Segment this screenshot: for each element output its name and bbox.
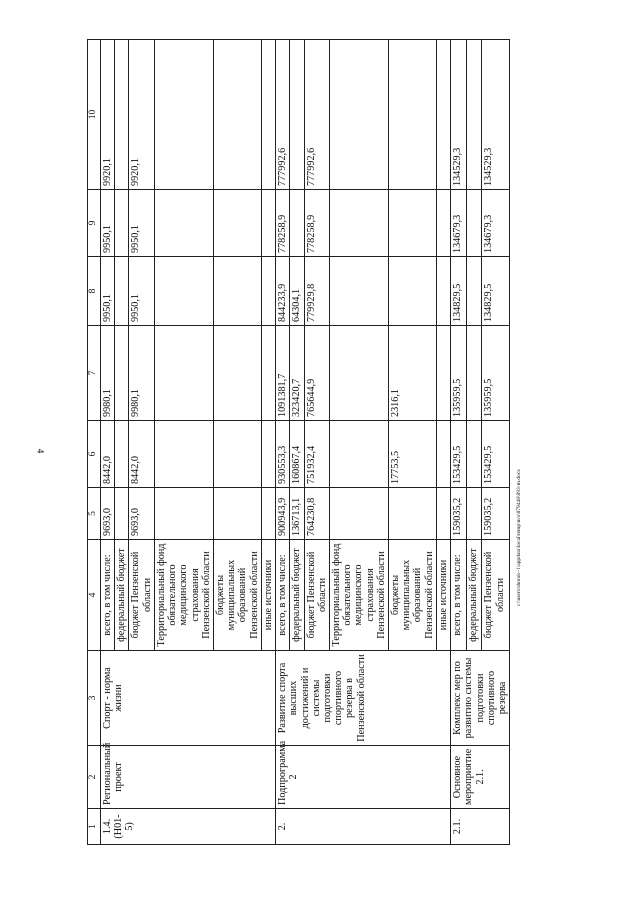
value-cell: 8442,0 <box>101 421 115 488</box>
value-cell <box>389 257 437 326</box>
value-cell <box>329 488 388 540</box>
value-cell <box>154 257 213 326</box>
value-cell <box>466 190 482 257</box>
value-cell <box>213 488 261 540</box>
value-cell: 777992,6 <box>304 40 329 190</box>
value-cell <box>261 488 275 540</box>
source-label: бюджеты муниципальных образований Пензенской области <box>213 540 261 651</box>
value-cell <box>154 190 213 257</box>
row-name: Подпрограмма 2 <box>276 746 451 809</box>
value-cell: 134829,5 <box>451 257 467 326</box>
col-header-2: 2 <box>88 746 101 809</box>
value-cell <box>261 40 275 190</box>
value-cell: 9693,0 <box>101 488 115 540</box>
value-cell <box>290 40 304 190</box>
value-cell: 844233,9 <box>276 257 290 326</box>
value-cell <box>389 488 437 540</box>
table-row <box>276 40 290 845</box>
value-cell <box>115 326 129 421</box>
row-code: 1.4. (Н01-5) <box>101 809 276 845</box>
value-cell: 1091381,7 <box>276 326 290 421</box>
source-label: всего, в том числе: <box>276 540 290 651</box>
value-cell <box>436 421 450 488</box>
value-cell <box>213 257 261 326</box>
source-label: всего, в том числе: <box>101 540 115 651</box>
row-name: Региональный проект <box>101 746 276 809</box>
value-cell <box>115 421 129 488</box>
value-cell <box>436 326 450 421</box>
col-header-6: 6 <box>88 421 101 488</box>
source-label: бюджеты муниципальных образований Пензенской области <box>389 540 437 651</box>
value-cell: 153429,5 <box>482 421 510 488</box>
value-cell <box>436 190 450 257</box>
value-cell <box>466 488 482 540</box>
value-cell <box>154 421 213 488</box>
rotated-table-wrapper <box>87 40 527 845</box>
value-cell: 900943,9 <box>276 488 290 540</box>
row-code: 2.1. <box>451 809 510 845</box>
value-cell: 765644,9 <box>304 326 329 421</box>
value-cell <box>329 190 388 257</box>
value-cell: 135959,5 <box>482 326 510 421</box>
col-header-7: 7 <box>88 326 101 421</box>
source-label: бюджет Пензенской области <box>304 540 329 651</box>
value-cell: 134529,3 <box>451 40 467 190</box>
value-cell <box>115 190 129 257</box>
value-cell <box>213 326 261 421</box>
row-target: Комплекс мер по развитию системы подготовки спортивного резерва <box>451 651 510 746</box>
col-header-1: 1 <box>88 809 101 845</box>
value-cell: 778258,9 <box>276 190 290 257</box>
value-cell <box>261 421 275 488</box>
col-header-9: 9 <box>88 190 101 257</box>
col-header-5: 5 <box>88 488 101 540</box>
value-cell <box>436 488 450 540</box>
col-header-4: 4 <box>88 540 101 651</box>
value-cell <box>466 326 482 421</box>
value-cell <box>290 190 304 257</box>
value-cell: 764230,8 <box>304 488 329 540</box>
value-cell <box>213 40 261 190</box>
value-cell <box>213 190 261 257</box>
value-cell: 159035,2 <box>451 488 467 540</box>
table-row <box>451 40 467 845</box>
value-cell: 9950,1 <box>101 190 115 257</box>
value-cell: 9950,1 <box>129 190 154 257</box>
footer-path-text: c:\users\shorak~1\appdata\local\temp\ncs\879448\893-m.docx <box>516 469 522 606</box>
value-cell <box>389 190 437 257</box>
value-cell <box>466 40 482 190</box>
value-cell: 136713,1 <box>290 488 304 540</box>
page-number: 4 <box>35 448 46 454</box>
source-label: иные источники <box>261 540 275 651</box>
value-cell: 8442,0 <box>129 421 154 488</box>
source-label: федеральный бюджет <box>466 540 482 651</box>
col-header-8: 8 <box>88 257 101 326</box>
source-label: бюджет Пензенской области <box>129 540 154 651</box>
value-cell: 777992,6 <box>276 40 290 190</box>
value-cell: 159035,2 <box>482 488 510 540</box>
value-cell: 323420,7 <box>290 326 304 421</box>
value-cell: 9950,1 <box>129 257 154 326</box>
value-cell <box>154 326 213 421</box>
value-cell <box>261 190 275 257</box>
source-label: Территориальный фонд обязательного медицинского страхования Пензенской области <box>154 540 213 651</box>
value-cell <box>329 40 388 190</box>
value-cell <box>329 257 388 326</box>
value-cell: 64304,1 <box>290 257 304 326</box>
source-label: Территориальный фонд обязательного медицинского страхования Пензенской области <box>329 540 388 651</box>
header-row <box>88 40 101 845</box>
value-cell <box>115 257 129 326</box>
value-cell: 134829,5 <box>482 257 510 326</box>
value-cell: 9950,1 <box>101 257 115 326</box>
source-label: иные источники <box>436 540 450 651</box>
row-target: Спорт - норма жизни <box>101 651 276 746</box>
value-cell: 751932,4 <box>304 421 329 488</box>
value-cell <box>213 421 261 488</box>
value-cell: 9920,1 <box>101 40 115 190</box>
value-cell: 779929,8 <box>304 257 329 326</box>
row-code: 2. <box>276 809 451 845</box>
value-cell <box>329 326 388 421</box>
value-cell: 134679,3 <box>482 190 510 257</box>
value-cell <box>115 488 129 540</box>
col-header-10: 10 <box>88 40 101 190</box>
value-cell: 9920,1 <box>129 40 154 190</box>
value-cell: 778258,9 <box>304 190 329 257</box>
value-cell: 134679,3 <box>451 190 467 257</box>
row-target: Развитие спорта высших достижений и системы подготовки спортивного резерва в Пензенской области <box>276 651 451 746</box>
row-name: Основное мероприятие 2.1. <box>451 746 510 809</box>
col-header-3: 3 <box>88 651 101 746</box>
value-cell <box>154 488 213 540</box>
value-cell <box>466 257 482 326</box>
value-cell: 160867,4 <box>290 421 304 488</box>
source-label: федеральный бюджет <box>290 540 304 651</box>
value-cell: 9693,0 <box>129 488 154 540</box>
value-cell <box>154 40 213 190</box>
source-label: федеральный бюджет <box>115 540 129 651</box>
budget-table <box>87 39 510 845</box>
value-cell <box>436 40 450 190</box>
value-cell: 153429,5 <box>451 421 467 488</box>
value-cell <box>261 257 275 326</box>
value-cell: 9980,1 <box>101 326 115 421</box>
value-cell <box>115 40 129 190</box>
value-cell <box>436 257 450 326</box>
value-cell: 17753,5 <box>389 421 437 488</box>
value-cell <box>466 421 482 488</box>
source-label: бюджет Пензенской области <box>482 540 510 651</box>
value-cell: 930553,3 <box>276 421 290 488</box>
value-cell: 135959,5 <box>451 326 467 421</box>
value-cell <box>261 326 275 421</box>
value-cell: 9980,1 <box>129 326 154 421</box>
value-cell: 2316,1 <box>389 326 437 421</box>
value-cell: 134529,3 <box>482 40 510 190</box>
value-cell <box>389 40 437 190</box>
value-cell <box>329 421 388 488</box>
source-label: всего, в том числе: <box>451 540 467 651</box>
table-row <box>101 40 115 845</box>
